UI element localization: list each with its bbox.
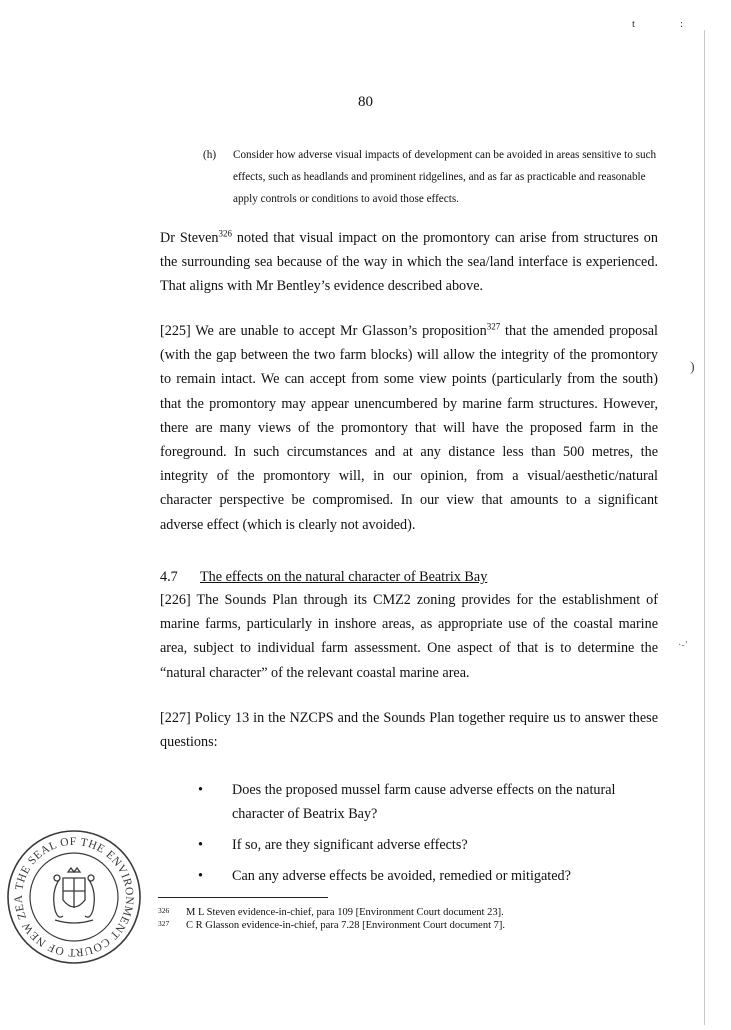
- list-item: [198, 778, 668, 826]
- bullet-icon: •: [198, 782, 203, 798]
- seal-icon: [5, 828, 143, 966]
- para-text: The Sounds Plan through its CMZ2 zoning provides for the establishment of marine farms, particularly in inshore areas, as appropriate use of the coastal marine area, subject to individual farm assessment. One aspect of that is to determine the “natural character” of the relevant coastal marine area.: [160, 592, 658, 681]
- quoted-policy-h: [203, 144, 673, 210]
- para-text-start: We are unable to accept Mr Glasson’s proposition: [190, 323, 487, 339]
- bullet-icon: •: [198, 837, 203, 853]
- footnote-ref-327[interactable]: 327: [486, 321, 501, 332]
- scan-artifact-smudge: ·-’: [678, 640, 688, 651]
- footnote-divider: [158, 897, 328, 898]
- footnote-number: 327: [158, 919, 170, 928]
- corner-mark-right: :: [680, 18, 684, 30]
- para-text-start: Dr Steven: [160, 230, 219, 246]
- list-item: [198, 864, 668, 888]
- seal-inscription: THE SEAL OF THE ENVIRONMENT COURT OF NEW ZEA: [12, 835, 136, 959]
- seal-crest: [54, 868, 95, 923]
- para-text: Policy 13 in the NZCPS and the Sounds Plan together require us to answer these questions:: [160, 710, 658, 751]
- corner-mark-left: t: [632, 18, 636, 30]
- list-item: [198, 833, 668, 857]
- paragraph-225: [160, 319, 658, 537]
- footnote-number: 326: [158, 906, 170, 915]
- scan-artifact-bracket: ): [690, 360, 695, 375]
- quote-text: Consider how adverse visual impacts of development can be avoided in areas sensitive to such effects, such as headlands and prominent ridgelines, and as far as practicable and reasonable apply controls or conditions to avoid those effects.: [233, 149, 657, 205]
- quote-label: (h): [203, 149, 217, 161]
- court-seal-stamp: [5, 828, 143, 966]
- footnotes: [158, 906, 505, 932]
- page-number: 80: [358, 94, 373, 110]
- para-number: [226]: [160, 592, 191, 608]
- para-text-rest: that the amended proposal (with the gap between the two farm blocks) will allow the integrity of the promontory to remain intact. We can accept from some view points (particularly from the south) that the promontory may appear unencumbered by marine farm structures. However, there are many views of the promontory that will have the proposed farm in the foreground. In such circumstances and at any distance less than 500 metres, the integrity of the promontory will, in our opinion, from a visual/aesthetic/natural character perspective be compromised. In our view that amounts to a significant adverse effect (which is clearly not avoided).: [160, 323, 658, 533]
- footnote-327: [158, 919, 505, 932]
- section-number: 4.7: [160, 569, 178, 585]
- footnote-326: [158, 906, 505, 919]
- paragraph-227: [160, 706, 658, 754]
- paragraph-dr-steven: [160, 226, 658, 299]
- bullet-icon: •: [198, 868, 203, 884]
- para-number: [225]: [160, 323, 191, 339]
- para-number: [227]: [160, 710, 191, 726]
- list-item-text: Can any adverse effects be avoided, remedied or mitigated?: [232, 868, 571, 884]
- footnote-ref-326[interactable]: 326: [218, 228, 232, 239]
- question-list: [198, 778, 668, 895]
- list-item-text: Does the proposed mussel farm cause adverse effects on the natural character of Beatrix Bay?: [232, 782, 616, 822]
- footnote-text: M L Steven evidence-in-chief, para 109 [Environment Court document 23].: [186, 907, 504, 918]
- section-heading: [160, 567, 487, 587]
- paragraph-226: [160, 588, 658, 685]
- list-item-text: If so, are they significant adverse effects?: [232, 837, 468, 853]
- scan-edge-line: [704, 30, 705, 1025]
- para-text-rest: noted that visual impact on the promontory can arise from structures on the surrounding sea because of the way in which the sea/land interface is experienced. That aligns with Mr Bentley’s evidence described above.: [160, 230, 658, 295]
- section-title: The effects on the natural character of Beatrix Bay: [200, 569, 488, 585]
- footnote-text: C R Glasson evidence-in-chief, para 7.28 [Environment Court document 7].: [186, 920, 505, 931]
